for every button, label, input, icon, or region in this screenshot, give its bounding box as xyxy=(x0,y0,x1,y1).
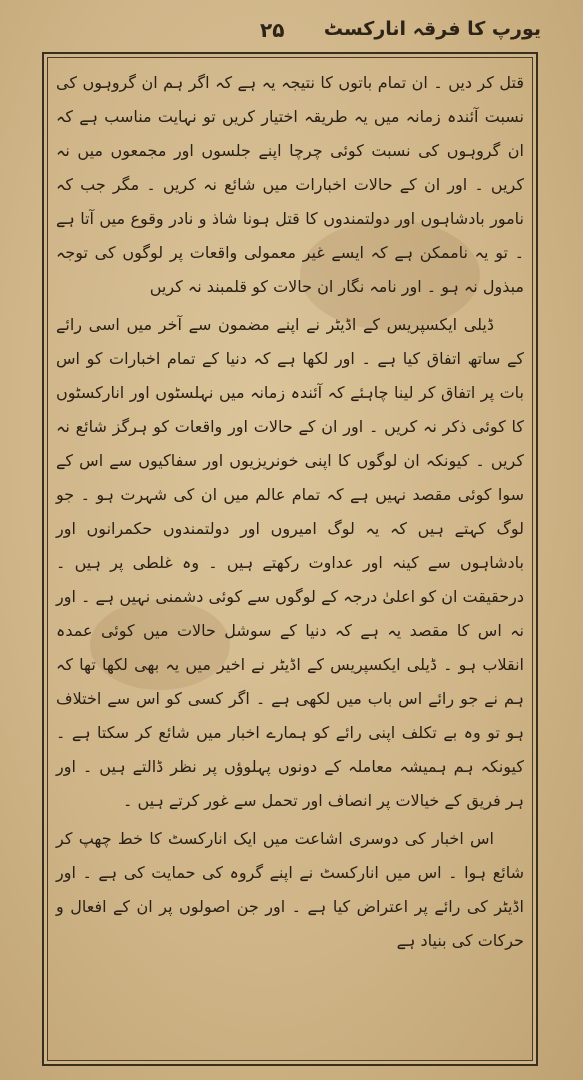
body-text xyxy=(56,66,524,958)
page-header xyxy=(40,14,541,50)
paragraph: قتل کر دیں ۔ ان تمام باتوں کا نتیجہ یہ ہے کہ اگر ہم ان گروہوں کی نسبت آئندہ زمانہ میں یہ طریقہ اختیار کریں تو نہایت مناسب ہے کہ ان گروہوں کی نسبت کوئی چرچا اپنے جلسوں اور مجمعوں میں نہ کریں ۔ اور ان کے حالات اخبارات میں شائع نہ کریں ۔ مگر جب کہ نامور بادشاہوں اور دولتمندوں کا قتل ہونا شاذ و نادر وقوع میں آتا ہے ۔ تو یہ ناممکن ہے کہ ایسے غیر معمولی واقعات پر لوگوں کی توجہ مبذول نہ ہو ۔ اور نامہ نگار ان حالات کو قلمبند نہ کریں xyxy=(56,73,524,296)
page-number: ۲۵ xyxy=(260,18,285,42)
running-title: یورپ کا فرقہ انارکسٹ xyxy=(323,18,541,40)
paragraph: اس اخبار کی دوسری اشاعت میں ایک انارکسٹ کا خط چھپ کر شائع ہوا ۔ اس میں انارکسٹ نے اپنے گروہ کی حمایت کی ہے ۔ اور اڈیٹر کی رائے پر اعتراض کیا ہے ۔ اور جن اصولوں پر ان کے افعال و حرکات کی بنیاد ہے xyxy=(56,829,524,950)
paragraph: ڈیلی ایکسپریس کے اڈیٹر نے اپنے مضمون سے آخر میں اسی رائے کے ساتھ اتفاق کیا ہے ۔ اور لکھا ہے کہ دنیا کے تمام اخبارات کو اس بات پر اتفاق کر لینا چاہئے کہ آئندہ زمانہ میں نہلسٹوں اور انارکسٹوں کا کوئی ذکر نہ کریں ۔ اور ان کے حالات اور واقعات کو ہرگز شائع نہ کریں ۔ کیونکہ ان لوگوں کا اپنی خونریزیوں اور سفاکیوں سے اس کے سوا کوئی مقصد نہیں ہے کہ تمام عالم میں ان کی شہرت ہو ۔ جو لوگ کہتے ہیں کہ یہ لوگ امیروں اور دولتمندوں حکمرانوں اور بادشاہوں سے کینہ اور عداوت رکھتے ہیں ۔ وہ غلطی پر ہیں ۔ درحقیقت ان کو اعلیٰ درجہ کے لوگوں سے کوئی دشمنی نہیں ہے ۔ اور نہ اس کا مقصد یہ ہے کہ دنیا کے سوشل حالات میں کوئی عمدہ انقلاب ہو ۔ ڈیلی ایکسپریس کے اڈیٹر نے اخیر میں یہ بھی لکھا تھا کہ ہم نے جو رائے اس باب میں لکھی ہے ۔ اگر کسی کو اس سے اختلاف ہو تو وہ بے تکلف اپنی رائے کو ہمارے اخبار میں شائع کر سکتا ہے ۔ کیونکہ ہم ہمیشہ معاملہ کے دونوں پہلوؤں پر نظر ڈالتے ہیں ۔ اور ہر فریق کے خیالات پر انصاف اور تحمل سے غور کرتے ہیں ۔ xyxy=(56,315,524,810)
